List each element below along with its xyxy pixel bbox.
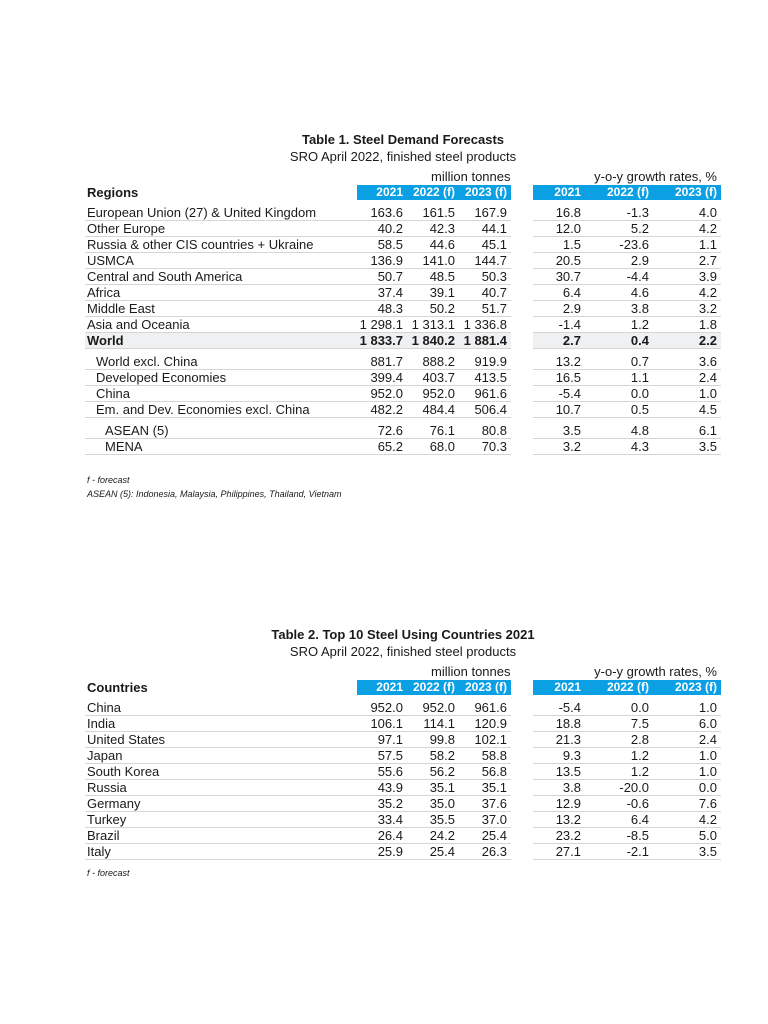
- growth-cell: 3.9: [653, 269, 721, 285]
- growth-cell: 13.5: [533, 764, 585, 780]
- growth-cell: 4.2: [653, 221, 721, 237]
- value-cell: 403.7: [407, 370, 459, 386]
- growth-cell: 30.7: [533, 269, 585, 285]
- value-cell: 26.4: [357, 828, 407, 844]
- growth-cell: 6.4: [533, 285, 585, 301]
- value-cell: 35.1: [407, 780, 459, 796]
- growth-cell: -1.3: [585, 205, 653, 221]
- table-row: [85, 269, 721, 285]
- growth-cell: 20.5: [533, 253, 585, 269]
- growth-cell: 4.6: [585, 285, 653, 301]
- table-row: [85, 423, 721, 439]
- table2-title: Table 2. Top 10 Steel Using Countries 2021: [271, 627, 535, 642]
- growth-cell: 12.0: [533, 221, 585, 237]
- row-label: World excl. China: [85, 354, 357, 370]
- table1-footnote: f - forecast: [87, 475, 130, 485]
- table1-block: [85, 131, 721, 501]
- value-cell: 37.6: [459, 796, 511, 812]
- growth-cell: -20.0: [585, 780, 653, 796]
- value-cell: 114.1: [407, 716, 459, 732]
- value-cell: 39.1: [407, 285, 459, 301]
- value-cell: 33.4: [357, 812, 407, 828]
- growth-cell: -5.4: [533, 700, 585, 716]
- growth-cell: 5.0: [653, 828, 721, 844]
- row-label: World: [85, 333, 357, 349]
- table-row: [85, 354, 721, 370]
- table-row: [85, 764, 721, 780]
- growth-cell: 2.9: [585, 253, 653, 269]
- table-row: [85, 237, 721, 253]
- growth-cell: 16.5: [533, 370, 585, 386]
- growth-cell: 23.2: [533, 828, 585, 844]
- table-row: [85, 285, 721, 301]
- value-cell: 881.7: [357, 354, 407, 370]
- row-label: MENA: [85, 439, 357, 455]
- growth-cell: 1.2: [585, 748, 653, 764]
- growth-cell: 3.5: [533, 423, 585, 439]
- table-row: [85, 796, 721, 812]
- value-cell: 45.1: [459, 237, 511, 253]
- growth-cell: 0.0: [585, 386, 653, 402]
- table2-units: [85, 664, 721, 680]
- growth-cell: 4.3: [585, 439, 653, 455]
- table2-header-year: 2023 (f): [459, 680, 511, 695]
- value-cell: 80.8: [459, 423, 511, 439]
- growth-cell: -8.5: [585, 828, 653, 844]
- table-row: [85, 700, 721, 716]
- value-cell: 25.9: [357, 844, 407, 860]
- table2-block: [85, 626, 721, 880]
- table1-units-left: million tonnes: [431, 169, 511, 184]
- growth-cell: 2.7: [653, 253, 721, 269]
- value-cell: 70.3: [459, 439, 511, 455]
- growth-cell: 12.9: [533, 796, 585, 812]
- growth-cell: 16.8: [533, 205, 585, 221]
- table-row: [85, 253, 721, 269]
- row-label: Russia: [85, 780, 357, 796]
- growth-cell: 0.5: [585, 402, 653, 418]
- value-cell: 50.3: [459, 269, 511, 285]
- value-cell: 65.2: [357, 439, 407, 455]
- value-cell: 952.0: [407, 700, 459, 716]
- table-row: [85, 844, 721, 860]
- growth-cell: 1.0: [653, 700, 721, 716]
- table2-header-growth-year: 2021: [533, 680, 585, 695]
- table-row: [85, 333, 721, 349]
- table1-header-row: [85, 185, 721, 200]
- growth-cell: 1.1: [585, 370, 653, 386]
- value-cell: 1 336.8: [459, 317, 511, 333]
- value-cell: 24.2: [407, 828, 459, 844]
- growth-cell: -0.6: [585, 796, 653, 812]
- value-cell: 35.2: [357, 796, 407, 812]
- value-cell: 56.2: [407, 764, 459, 780]
- table2-header-year: 2021: [357, 680, 407, 695]
- growth-cell: 2.8: [585, 732, 653, 748]
- growth-cell: 6.4: [585, 812, 653, 828]
- growth-cell: 4.2: [653, 812, 721, 828]
- growth-cell: 5.2: [585, 221, 653, 237]
- value-cell: 120.9: [459, 716, 511, 732]
- table2-header-growth-year: 2023 (f): [653, 680, 721, 695]
- table1-footnote: ASEAN (5): Indonesia, Malaysia, Philippines, Thailand, Vietnam: [87, 489, 342, 499]
- row-label: Turkey: [85, 812, 357, 828]
- value-cell: 58.5: [357, 237, 407, 253]
- row-label: India: [85, 716, 357, 732]
- value-cell: 42.3: [407, 221, 459, 237]
- growth-cell: 1.0: [653, 748, 721, 764]
- value-cell: 37.0: [459, 812, 511, 828]
- row-label: USMCA: [85, 253, 357, 269]
- table-row: [85, 317, 721, 333]
- value-cell: 44.1: [459, 221, 511, 237]
- value-cell: 43.9: [357, 780, 407, 796]
- row-label: Africa: [85, 285, 357, 301]
- table-row: [85, 716, 721, 732]
- value-cell: 888.2: [407, 354, 459, 370]
- table-row: [85, 370, 721, 386]
- table1-subtitle: SRO April 2022, finished steel products: [289, 149, 517, 164]
- value-cell: 106.1: [357, 716, 407, 732]
- growth-cell: 1.0: [653, 764, 721, 780]
- growth-cell: -2.1: [585, 844, 653, 860]
- value-cell: 35.5: [407, 812, 459, 828]
- value-cell: 97.1: [357, 732, 407, 748]
- value-cell: 37.4: [357, 285, 407, 301]
- growth-cell: 4.5: [653, 402, 721, 418]
- row-label: Middle East: [85, 301, 357, 317]
- row-label: Central and South America: [85, 269, 357, 285]
- value-cell: 35.0: [407, 796, 459, 812]
- table1-header-year: 2021: [357, 185, 407, 200]
- value-cell: 40.2: [357, 221, 407, 237]
- table-row: [85, 221, 721, 237]
- table1-header-growth-year: 2021: [533, 185, 585, 200]
- table1-title: Table 1. Steel Demand Forecasts: [301, 132, 505, 147]
- growth-cell: -1.4: [533, 317, 585, 333]
- table2: [85, 680, 721, 860]
- growth-cell: 13.2: [533, 354, 585, 370]
- growth-cell: 1.0: [653, 386, 721, 402]
- row-label: Russia & other CIS countries + Ukraine: [85, 237, 357, 253]
- row-label: Germany: [85, 796, 357, 812]
- table1: [85, 185, 721, 455]
- row-label: China: [85, 386, 357, 402]
- value-cell: 58.2: [407, 748, 459, 764]
- row-label: South Korea: [85, 764, 357, 780]
- value-cell: 76.1: [407, 423, 459, 439]
- value-cell: 50.7: [357, 269, 407, 285]
- value-cell: 413.5: [459, 370, 511, 386]
- table-row: [85, 812, 721, 828]
- table-row: [85, 748, 721, 764]
- growth-cell: 3.2: [533, 439, 585, 455]
- table1-body: [85, 205, 721, 455]
- value-cell: 482.2: [357, 402, 407, 418]
- table2-header-year: 2022 (f): [407, 680, 459, 695]
- table-row: [85, 828, 721, 844]
- value-cell: 144.7: [459, 253, 511, 269]
- table1-header-name: Regions: [87, 185, 139, 200]
- growth-cell: 1.5: [533, 237, 585, 253]
- value-cell: 44.6: [407, 237, 459, 253]
- row-label: ASEAN (5): [85, 423, 357, 439]
- value-cell: 40.7: [459, 285, 511, 301]
- growth-cell: 27.1: [533, 844, 585, 860]
- row-label: Other Europe: [85, 221, 357, 237]
- value-cell: 163.6: [357, 205, 407, 221]
- table1-header-growth-year: 2022 (f): [585, 185, 653, 200]
- growth-cell: 3.5: [653, 439, 721, 455]
- growth-cell: 3.5: [653, 844, 721, 860]
- value-cell: 1 833.7: [357, 333, 407, 349]
- table2-footnote: f - forecast: [87, 868, 130, 878]
- value-cell: 50.2: [407, 301, 459, 317]
- value-cell: 952.0: [407, 386, 459, 402]
- growth-cell: 3.2: [653, 301, 721, 317]
- row-label: Em. and Dev. Economies excl. China: [85, 402, 357, 418]
- growth-cell: 1.2: [585, 317, 653, 333]
- growth-cell: 3.6: [653, 354, 721, 370]
- table2-header-row: [85, 680, 721, 695]
- row-label: United States: [85, 732, 357, 748]
- row-label: European Union (27) & United Kingdom: [85, 205, 357, 221]
- growth-cell: -23.6: [585, 237, 653, 253]
- value-cell: 72.6: [357, 423, 407, 439]
- value-cell: 56.8: [459, 764, 511, 780]
- value-cell: 952.0: [357, 386, 407, 402]
- value-cell: 1 313.1: [407, 317, 459, 333]
- table2-units-right: y-o-y growth rates, %: [594, 664, 717, 679]
- value-cell: 399.4: [357, 370, 407, 386]
- growth-cell: 13.2: [533, 812, 585, 828]
- growth-cell: 4.8: [585, 423, 653, 439]
- value-cell: 25.4: [459, 828, 511, 844]
- value-cell: 55.6: [357, 764, 407, 780]
- value-cell: 68.0: [407, 439, 459, 455]
- growth-cell: 0.0: [653, 780, 721, 796]
- growth-cell: 9.3: [533, 748, 585, 764]
- row-label: Developed Economies: [85, 370, 357, 386]
- growth-cell: 2.2: [653, 333, 721, 349]
- table2-header-growth-year: 2022 (f): [585, 680, 653, 695]
- value-cell: 961.6: [459, 700, 511, 716]
- value-cell: 136.9: [357, 253, 407, 269]
- table2-units-left: million tonnes: [431, 664, 511, 679]
- growth-cell: 1.1: [653, 237, 721, 253]
- row-label: Japan: [85, 748, 357, 764]
- growth-cell: 0.0: [585, 700, 653, 716]
- table-row: [85, 402, 721, 418]
- value-cell: 48.3: [357, 301, 407, 317]
- table-row: [85, 439, 721, 455]
- value-cell: 961.6: [459, 386, 511, 402]
- table-row: [85, 732, 721, 748]
- value-cell: 102.1: [459, 732, 511, 748]
- value-cell: 1 881.4: [459, 333, 511, 349]
- value-cell: 141.0: [407, 253, 459, 269]
- table2-body: [85, 700, 721, 860]
- growth-cell: 6.0: [653, 716, 721, 732]
- growth-cell: 21.3: [533, 732, 585, 748]
- growth-cell: 7.6: [653, 796, 721, 812]
- value-cell: 51.7: [459, 301, 511, 317]
- value-cell: 57.5: [357, 748, 407, 764]
- table-row: [85, 205, 721, 221]
- table-row: [85, 386, 721, 402]
- value-cell: 919.9: [459, 354, 511, 370]
- growth-cell: 2.4: [653, 370, 721, 386]
- growth-cell: 4.2: [653, 285, 721, 301]
- table1-units: [85, 169, 721, 185]
- row-label: China: [85, 700, 357, 716]
- value-cell: 26.3: [459, 844, 511, 860]
- row-label: Italy: [85, 844, 357, 860]
- row-label: Brazil: [85, 828, 357, 844]
- growth-cell: 1.2: [585, 764, 653, 780]
- growth-cell: 2.4: [653, 732, 721, 748]
- table1-header-year: 2023 (f): [459, 185, 511, 200]
- growth-cell: 7.5: [585, 716, 653, 732]
- value-cell: 25.4: [407, 844, 459, 860]
- growth-cell: 2.9: [533, 301, 585, 317]
- growth-cell: 2.7: [533, 333, 585, 349]
- growth-cell: 18.8: [533, 716, 585, 732]
- value-cell: 952.0: [357, 700, 407, 716]
- value-cell: 35.1: [459, 780, 511, 796]
- table-row: [85, 301, 721, 317]
- value-cell: 167.9: [459, 205, 511, 221]
- table2-subtitle: SRO April 2022, finished steel products: [289, 644, 517, 659]
- value-cell: 99.8: [407, 732, 459, 748]
- growth-cell: 0.4: [585, 333, 653, 349]
- value-cell: 58.8: [459, 748, 511, 764]
- value-cell: 161.5: [407, 205, 459, 221]
- growth-cell: 0.7: [585, 354, 653, 370]
- table-row: [85, 780, 721, 796]
- growth-cell: 6.1: [653, 423, 721, 439]
- table2-header-name: Countries: [87, 680, 148, 695]
- table1-units-right: y-o-y growth rates, %: [594, 169, 717, 184]
- row-label: Asia and Oceania: [85, 317, 357, 333]
- growth-cell: -4.4: [585, 269, 653, 285]
- growth-cell: 1.8: [653, 317, 721, 333]
- table1-header-growth-year: 2023 (f): [653, 185, 721, 200]
- value-cell: 1 840.2: [407, 333, 459, 349]
- value-cell: 506.4: [459, 402, 511, 418]
- growth-cell: -5.4: [533, 386, 585, 402]
- growth-cell: 3.8: [533, 780, 585, 796]
- growth-cell: 3.8: [585, 301, 653, 317]
- growth-cell: 10.7: [533, 402, 585, 418]
- table1-header-year: 2022 (f): [407, 185, 459, 200]
- value-cell: 1 298.1: [357, 317, 407, 333]
- growth-cell: 4.0: [653, 205, 721, 221]
- value-cell: 484.4: [407, 402, 459, 418]
- value-cell: 48.5: [407, 269, 459, 285]
